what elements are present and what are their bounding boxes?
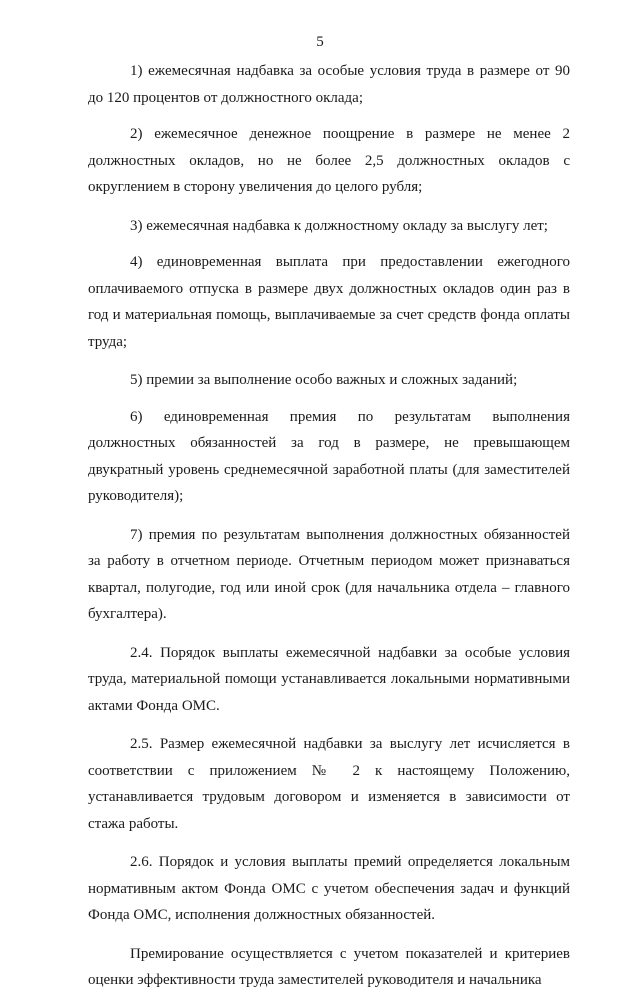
paragraph-item-4: 4) единовременная выплата при предоставлении ежегодного оплачиваемого отпуска в размере двух должностных окладов один раз в год и материальная помощь, выплачиваемые за счет средств фонда оплаты труда; [88,254,570,350]
paragraph-section-2-6: 2.6. Порядок и условия выплаты премий определяется локальным нормативным актом Фонда ОМС с учетом обеспечения задач и функций Фонда ОМС, исполнения должностных обязанностей. [88,854,570,923]
document-body [88,58,570,1006]
paragraph-section-2-5: 2.5. Размер ежемесячной надбавки за выслугу лет исчисляется в соответствии с приложением № 2 к настоящему Положению, устанавливается трудовым договором и изменяется в зависимости от стажа работы. [88,736,570,832]
paragraph-item-2: 2) ежемесячное денежное поощрение в размере не менее 2 должностных окладов, но не более 2,5 должностных окладов с округлением в сторону увеличения до целого рубля; [88,126,570,195]
paragraph-item-3: 3) ежемесячная надбавка к должностному окладу за выслугу лет; [130,217,548,234]
paragraph-premium: Премирование осуществляется с учетом показателей и критериев оценки эффективности труда заместителей руководителя и начальника [88,945,570,988]
paragraph-item-1: 1) ежемесячная надбавка за особые условия труда в размере от 90 до 120 процентов от должностного оклада; [88,63,570,106]
paragraph-section-2-4: 2.4. Порядок выплаты ежемесячной надбавки за особые условия труда, материальной помощи устанавливается локальными нормативными актами Фонда ОМС. [88,644,570,714]
paragraph-item-6: 6) единовременная премия по результатам выполнения должностных обязанностей за год в размере, не превышающем двукратный уровень среднемесячной заработной платы (для заместителей руководителя); [88,408,570,504]
paragraph-item-7: 7) премия по результатам выполнения должностных обязанностей за работу в отчетном периоде. Отчетным периодом может признаваться квартал, полугодие, год или иной срок (для начальника отдела – главного бухгалтера). [88,526,570,622]
page-number: 5 [316,34,324,50]
paragraph-item-5: 5) премии за выполнение особо важных и сложных заданий; [130,372,518,388]
